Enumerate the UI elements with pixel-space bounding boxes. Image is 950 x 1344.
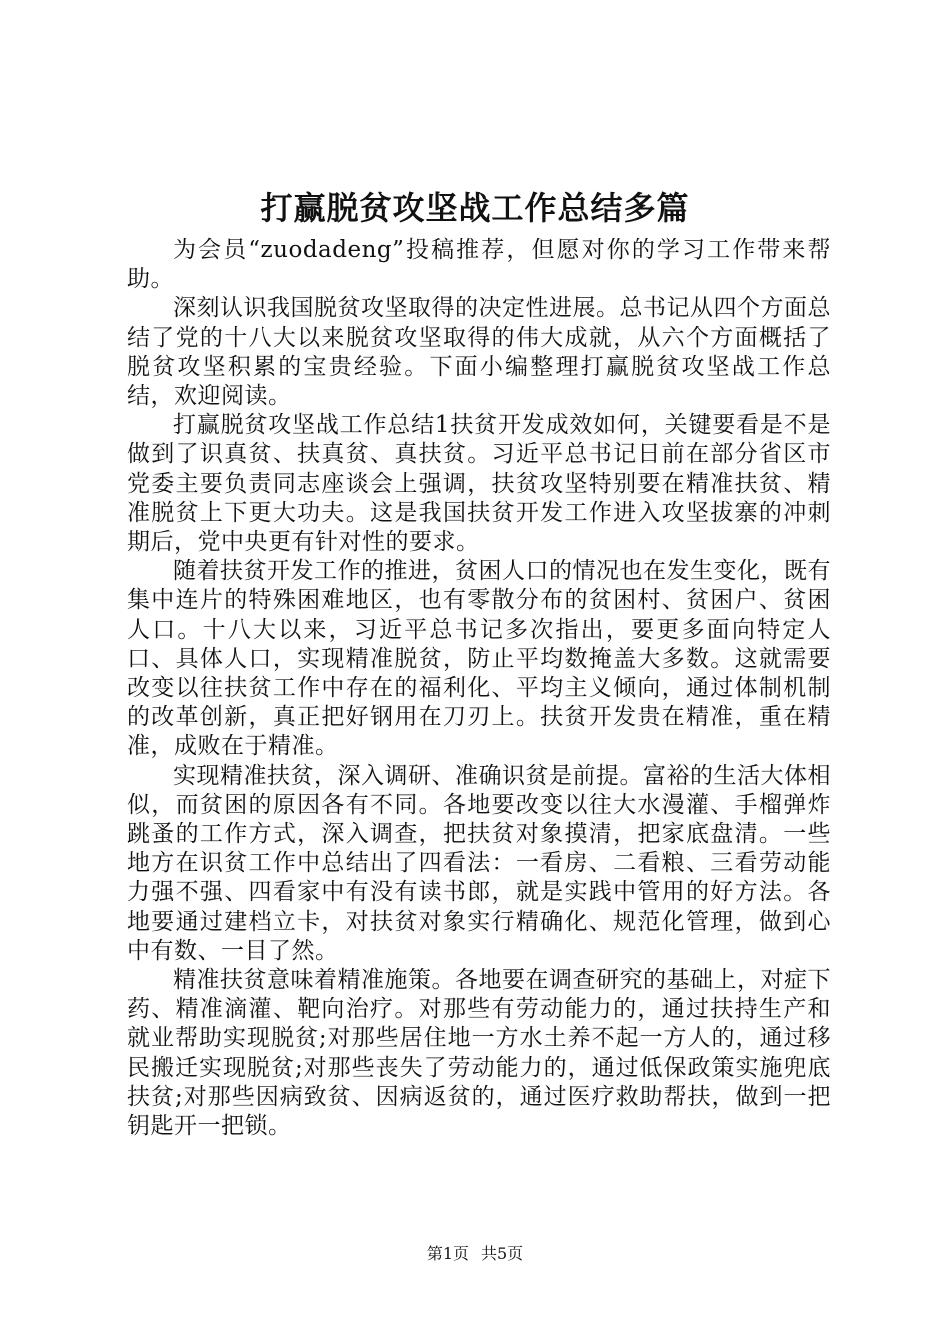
- document-body: [127, 236, 831, 1141]
- page-footer: [0, 1242, 950, 1266]
- paragraph-identification: 实现精准扶贫，深入调研、准确识贫是前提。富裕的生活大体相似，而贫困的原因各有不同。各地要改变以往大水漫灌、手榴弹炸跳蚤的工作方式，深入调查，把扶贫对象摸清，把家底盘清。一些地方在识贫工作中总结出了四看法：一看房、二看粮、三看劳动能力强不强、四看家中有没有读书郎，就是实践中管用的好方法。各地要通过建档立卡，对扶贫对象实行精确化、规范化管理，做到心中有数、一目了然。: [127, 762, 831, 964]
- paragraph-measures: 精准扶贫意味着精准施策。各地要在调查研究的基础上，对症下药、精准滴灌、靶向治疗。对那些有劳动能力的，通过扶持生产和就业帮助实现脱贫;对那些居住地一方水土养不起一方人的，通过移民搬迁实现脱贫;对那些丧失了劳动能力的，通过低保政策实施兜底扶贫;对那些因病致贫、因病返贫的，通过医疗救助帮扶，做到一把钥匙开一把锁。: [127, 967, 831, 1140]
- document-title: 打赢脱贫攻坚战工作总结多篇: [260, 189, 690, 227]
- page-total: 共5页: [481, 1244, 524, 1263]
- page-number: 第1页: [426, 1244, 469, 1263]
- paragraph-intro: 为会员“zuodadeng”投稿推荐，但愿对你的学习工作带来帮助。: [127, 237, 831, 293]
- paragraph-summary-1: 打赢脱贫攻坚战工作总结1扶贫开发成效如何，关键要看是不是做到了识真贫、扶真贫、真扶贫。习近平总书记日前在部分省区市党委主要负责同志座谈会上强调，扶贫攻坚特别要在精准扶贫、精准脱贫上下更大功夫。这是我国扶贫开发工作进入攻坚拔寨的冲刺期后，党中央更有针对性的要求。: [127, 412, 831, 556]
- paragraph-changes: 随着扶贫开发工作的推进，贫困人口的情况也在发生变化，既有集中连片的特殊困难地区，也有零散分布的贫困村、贫困户、贫困人口。十八大以来，习近平总书记多次指出，要更多面向特定人口、具体人口，实现精准脱贫，防止平均数掩盖大多数。这就需要改变以往扶贫工作中存在的福利化、平均主义倾向，通过体制机制的改革创新，真正把好钢用在刀刃上。扶贫开发贵在精准，重在精准，成败在于精准。: [127, 558, 831, 760]
- paragraph-overview: 深刻认识我国脱贫攻坚取得的决定性进展。总书记从四个方面总结了党的十八大以来脱贫攻坚取得的伟大成就，从六个方面概括了脱贫攻坚积累的宝贵经验。下面小编整理打赢脱贫攻坚战工作总结，欢迎阅读。: [127, 295, 831, 410]
